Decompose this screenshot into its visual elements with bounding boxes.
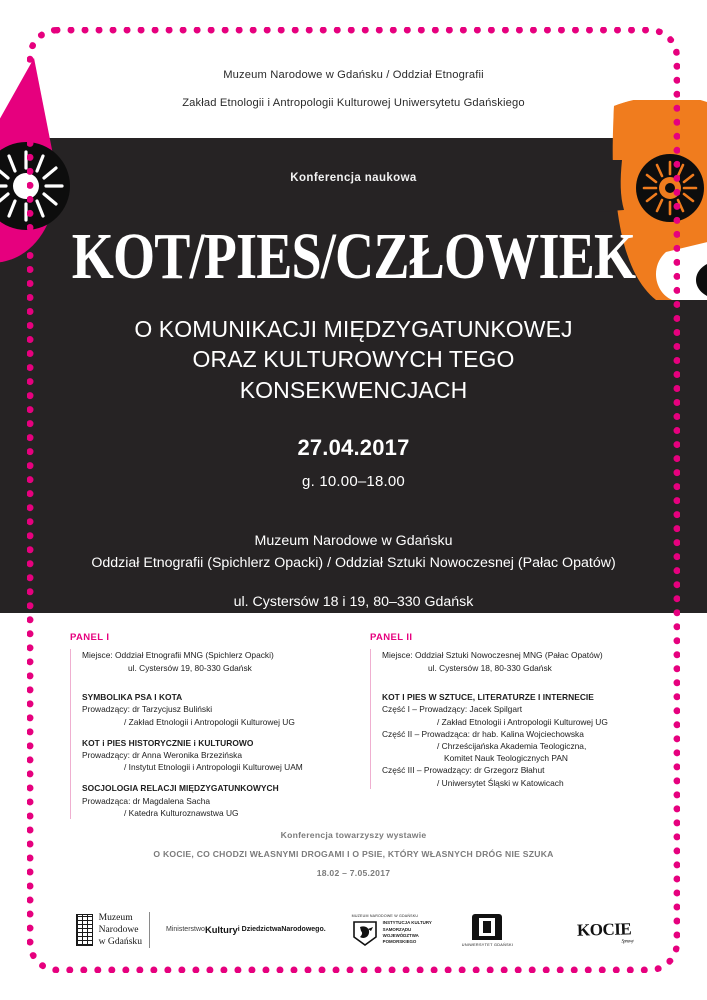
session-affiliation: / Instytut Etnologii i Antropologii Kulturowej UAM [124,762,303,773]
panel-one-place [82,649,353,674]
session-part-2-affiliation: / Chrześcijańska Akademia Teologiczna, [437,740,587,751]
panel-two-place [382,649,706,674]
panel-two-spacer [382,674,706,691]
conference-kicker: Konferencja naukowa [290,172,417,184]
pomorskie-line-3: WOJEWÓDZTWA [382,933,419,938]
logo-kocie-sprawy [576,919,634,945]
session-part-3: Część III – Prowadzący: dr Grzegorz Błahut [382,765,545,776]
kocie-wordmark: KOCIE [576,919,632,940]
panel-two [353,632,706,828]
venue-line-1: Muzeum Narodowe w Gdańsku [254,533,453,550]
pomorskie-row [352,920,432,946]
exhibition-title: O KOCIE, CO CHODZI WŁASNYMI DROGAMI I O PSIE, KTÓRY WŁASNYCH DRÓG NIE SZUKA [153,849,554,859]
pomorskie-caption: MUZEUM NARODOWE W GDAŃSKU [351,914,419,918]
exhibition-dates: 18.02 – 7.05.2017 [316,868,391,878]
panel-one-place-line-1: Miejsce: Oddział Etnografii MNG (Spichlerz Opacki) [82,650,274,660]
page-title: KOT/PIES/CZŁOWIEK [71,220,636,293]
panel-one [0,632,353,828]
mng-line-2: Narodowe [98,923,139,935]
session-item [82,691,353,728]
panel-two-place-line-1: Miejsce: Oddział Sztuki Nowoczesnej MNG (Pałac Opatów) [382,650,603,660]
session-affiliation: / Zakład Etnologii i Antropologii Kulturowej UG [124,716,295,727]
venue-address: ul. Cystersów 18 i 19, 80–330 Gdańsk [233,594,474,611]
session-part-1-affiliation: / Zakład Etnologii i Antropologii Kulturowej UG [437,716,608,727]
session-part-3-affiliation: / Uniwersytet Śląski w Katowicach [437,777,564,788]
session-lead: Prowadzący: dr Anna Weronika Brzezińska [82,749,242,760]
event-date: 27.04.2017 [297,435,410,461]
organiser-line-1: Muzeum Narodowe w Gdańsku / Oddział Etnografii [223,69,484,81]
mkidn-line-2: Kultury [204,923,238,935]
session-title: KOT i PIES HISTORYCZNIE i KULTUROWO [82,737,254,748]
subtitle-line-1: O KOMUNIKACJI MIĘDZYGATUNKOWEJ [134,316,573,342]
event-hours: g. 10.00–18.00 [302,473,405,491]
session-lead: Prowadzący: dr Tarzycjusz Buliński [82,704,213,715]
pomorskie-line-1: INSTYTUCJA KULTURY [382,920,432,926]
hero-section [0,138,707,613]
subtitle [0,314,707,405]
panel-two-heading: PANEL II [370,632,413,643]
mkidn-line-1: Ministerstwo [166,926,205,934]
mkidn-line-4: Narodowego. [281,926,326,934]
logo-ministerstwo-kultury [166,924,326,936]
venue-line-2: Oddział Etnografii (Spichlerz Opacki) / Oddział Sztuki Nowoczesnej (Pałac Opatów) [91,555,616,572]
pomorskie-line-2: SAMORZĄDU [382,926,412,932]
exhibition-note [0,830,707,878]
session-affiliation: / Katedra Kulturoznawstwa UG [124,807,239,818]
mng-crest-icon [76,914,93,946]
subtitle-line-3: KONSEKWENCJACH [239,376,468,403]
pomorskie-lines [383,920,432,946]
logo-uniwersytet-gdanski [462,914,513,947]
mng-line-1: Muzeum [98,911,133,923]
panel-two-body [370,649,706,789]
pomorskie-line-4: POMORSKIEGO [382,939,417,945]
logo-row [0,900,707,960]
panel-one-body [70,649,353,819]
ug-caption: UNIWERSYTET GDAŃSKI [461,942,514,947]
session-part-2-affiliation-cont: Komitet Nauk Teologicznych PAN [444,753,568,764]
panels-section [0,632,707,828]
exhibition-line-1: Konferencja towarzyszy wystawie [280,830,427,840]
logo-muzeum-narodowe [76,912,150,949]
logo-pomorskie [352,914,432,946]
session-item [382,691,706,789]
mng-wordmark [99,912,150,949]
session-lead: Prowadząca: dr Magdalena Sacha [82,795,211,806]
kocie-subword: Sprawy [621,939,634,945]
panel-one-place-line-2: ul. Cystersów 19, 80-330 Gdańsk [128,662,252,673]
session-item [82,737,353,774]
mng-line-3: w Gdańsku [98,936,143,948]
ug-mark-icon [472,914,502,940]
panel-two-place-line-2: ul. Cystersów 18, 80-330 Gdańsk [428,662,552,673]
panel-one-spacer [82,674,353,691]
session-part-1: Część I – Prowadzący: Jacek Spilgart [382,704,523,715]
mkidn-line-3: i Dziedzictwa [237,926,282,934]
session-title: KOT I PIES W SZTUCE, LITERATURZE I INTERNECIE [382,692,594,703]
subtitle-line-2: ORAZ KULTUROWYCH TEGO [192,346,515,373]
session-title: SYMBOLIKA PSA I KOTA [82,692,183,703]
venue-block [0,530,707,574]
session-part-2: Część II – Prowadząca: dr hab. Kalina Wojciechowska [382,728,584,739]
panel-one-heading: PANEL I [70,632,110,643]
organiser-line-2: Zakład Etnologii i Antropologii Kulturowej Uniwersytetu Gdańskiego [182,97,525,109]
gdansk-griffin-icon [352,920,378,946]
session-title: SOCJOLOGIA RELACJI MIĘDZYGATUNKOWYCH [82,783,279,794]
session-item [82,782,353,819]
